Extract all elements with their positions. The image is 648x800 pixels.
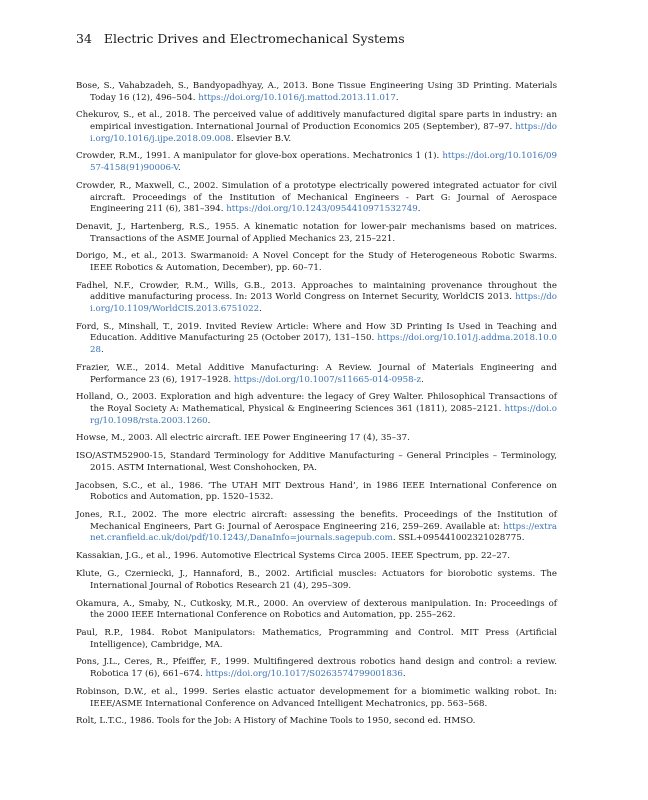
doi-link[interactable]: https://doi.org/10.1016/0957-4158(91)90006-V xyxy=(90,151,557,174)
reference-text: Robinson, D.W., et al., 1999. Series elastic actuator developmement for a biomimetic walking robot. In: IEEE/ASME International Conference on Advanced Intelligent Mechatronics, pp. 563–568. xyxy=(76,686,557,709)
reference-text: Crowder, R.M., 1991. A manipulator for glove-box operations. Mechatronics 1 (1). xyxy=(76,151,443,162)
reference-text: Klute, G., Czerniecki, J., Hannaford, B., 2002. Artificial muscles: Actuators for biorobotic systems. The International Journal of Robotics Research 21 (4), 295–309. xyxy=(76,569,557,591)
reference-entry xyxy=(76,151,557,174)
reference-entry xyxy=(76,181,557,216)
reference-text: Denavit, J., Hartenberg, R.S., 1955. A kinematic notation for lower-pair mechanisms based on matrices. Transactions of the ASME Journal of Applied Mechanics 23, 215–221. xyxy=(76,221,557,244)
reference-entry xyxy=(76,433,557,445)
reference-tail: . xyxy=(178,163,181,174)
reference-entry xyxy=(76,510,557,545)
reference-text: Bose, S., Vahabzadeh, S., Bandyopadhyay, A., 2013. Bone Tissue Engineering Using 3D Printing. Materials Today 16 (12), 496–504. xyxy=(76,81,557,103)
doi-link[interactable]: https://doi.org/10.1109/WorldCIS.2013.6751022 xyxy=(90,292,557,315)
doi-link[interactable]: https://doi.org/10.101/j.addma.2018.10.028 xyxy=(90,333,557,356)
reference-entry xyxy=(76,281,557,316)
doi-link[interactable]: https://doi.org/10.1016/j.mattod.2013.11.017 xyxy=(198,92,396,103)
reference-text: Rolt, L.T.C., 1986. Tools for the Job: A History of Machine Tools to 1950, second ed. HMSO. xyxy=(76,716,476,727)
reference-tail: . xyxy=(402,669,406,680)
doi-link[interactable]: https://doi.org/10.1007/s11665-014-0958-z xyxy=(233,374,422,385)
reference-list xyxy=(76,81,557,734)
reference-entry xyxy=(76,322,557,357)
reference-tail: . xyxy=(417,204,421,215)
reference-text: ISO/ASTM52900-15, Standard Terminology for Additive Manufacturing – General Principles – Terminology, 2015. ASTM International, West Conshohocken, PA. xyxy=(76,451,557,473)
reference-text: Crowder, R., Maxwell, C., 2002. Simulation of a prototype electrically powered integrated actuator for civil aircraft. Proceedings of the Institution of Mechanical Engineers - Part G: Journal of Aerospace Engineering 211 (6), 381–394. xyxy=(76,180,557,215)
reference-entry xyxy=(76,657,557,680)
reference-text: Chekurov, S., et al., 2018. The perceived value of additively manufactured digital spare parts in industry: an empirical investigation. International Journal of Production Economics 205 (September), 87–97. xyxy=(76,110,557,133)
reference-tail: . Elsevier B.V. xyxy=(230,133,292,144)
book-title: Electric Drives and Electromechanical Systems xyxy=(103,31,405,46)
doi-link[interactable]: https://doi.org/10.1017/S0263574799001836 xyxy=(205,669,403,680)
reference-text: Dorigo, M., et al., 2013. Swarmanoid: A Novel Concept for the Study of Heterogeneous Robotic Swarms. IEEE Robotics & Automation, December), pp. 60–71. xyxy=(76,251,557,273)
doi-link[interactable]: https://doi.org/10.1243/0954410971532749 xyxy=(226,204,418,215)
reference-entry xyxy=(76,551,557,563)
reference-text: Kassakian, J.G., et al., 1996. Automotive Electrical Systems Circa 2005. IEEE Spectrum, pp. 22–27. xyxy=(76,551,511,562)
doi-link[interactable]: https://doi.org/10.1016/j.ijpe.2018.09.008 xyxy=(90,122,557,144)
reference-text: Jones, R.I., 2002. The more electric aircraft: assessing the benefits. Proceedings of the Institution of Mechanical Engineers, Part G: Journal of Aerospace Engineering 216, 259–269. Available at: xyxy=(76,510,557,532)
reference-entry xyxy=(76,599,557,622)
reference-text: Fadhel, N.F., Crowder, R.M., Wills, G.B., 2013. Approaches to maintaining provenance throughout the additive manufacturing process. In: 2013 World Congress on Internet Security, WorldCIS 2013. xyxy=(76,280,557,303)
page-number: 34 xyxy=(76,31,92,46)
reference-entry xyxy=(76,628,557,651)
reference-text: Holland, O., 2003. Exploration and high adventure: the legacy of Grey Walter. Philosophical Transactions of the Royal Society A: Mathematical, Physical & Engineering Sciences 361 (1811), 2085–2121. xyxy=(76,392,557,414)
running-header xyxy=(76,31,405,46)
doi-link[interactable]: https://doi.org/10.1098/rsta.2003.1260 xyxy=(90,403,557,426)
reference-text: Frazier, W.E., 2014. Metal Additive Manufacturing: A Review. Journal of Materials Engineering and Performance 23 (6), 1917–1928. xyxy=(76,362,557,385)
reference-tail: . xyxy=(421,374,424,385)
reference-entry xyxy=(76,222,557,245)
reference-entry xyxy=(76,110,557,145)
reference-entry xyxy=(76,481,557,504)
reference-entry xyxy=(76,392,557,427)
reference-text: Paul, R.P., 1984. Robot Manipulators: Mathematics, Programming and Control. MIT Press (Artificial Intelligence), Cambridge, MA. xyxy=(76,628,557,650)
reference-entry xyxy=(76,251,557,274)
reference-entry xyxy=(76,363,557,386)
reference-text: Ford, S., Minshall, T., 2019. Invited Review Article: Where and How 3D Printing Is Used in Teaching and Education. Additive Manufacturing 25 (October 2017), 131–150. xyxy=(76,321,557,344)
reference-text: Okamura, A., Smaby, N., Cutkosky, M.R., 2000. An overview of dexterous manipulation. In: Proceedings of the 2000 IEEE International Conference on Robotics and Automation, pp. 255–262. xyxy=(76,598,557,621)
reference-entry xyxy=(76,451,557,474)
reference-tail: . xyxy=(259,304,262,315)
reference-tail: . xyxy=(100,345,104,356)
reference-tail: . xyxy=(207,415,211,426)
reference-text: Pons, J.L., Ceres, R., Pfeiffer, F., 1999. Multifingered dextrous robotics hand design and control: a review. Robotica 17 (6), 661–674. xyxy=(76,657,557,680)
reference-entry xyxy=(76,687,557,710)
reference-entry xyxy=(76,81,557,104)
reference-entry xyxy=(76,716,557,728)
doi-link[interactable]: https://extranet.cranfield.ac.uk/doi/pdf/10.1243/,DanaInfo=journals.sagepub.com xyxy=(90,521,557,544)
reference-tail: . SSL+095441002321028775. xyxy=(392,533,525,544)
reference-text: Howse, M., 2003. All electric aircraft. IEE Power Engineering 17 (4), 35–37. xyxy=(76,433,410,444)
reference-text: Jacobsen, S.C., et al., 1986. ‘The UTAH MIT Dextrous Hand’, in 1986 IEEE International Conference on Robotics and Automation, pp. 1520–1532. xyxy=(76,480,557,503)
reference-entry xyxy=(76,569,557,592)
reference-tail: . xyxy=(395,92,399,103)
